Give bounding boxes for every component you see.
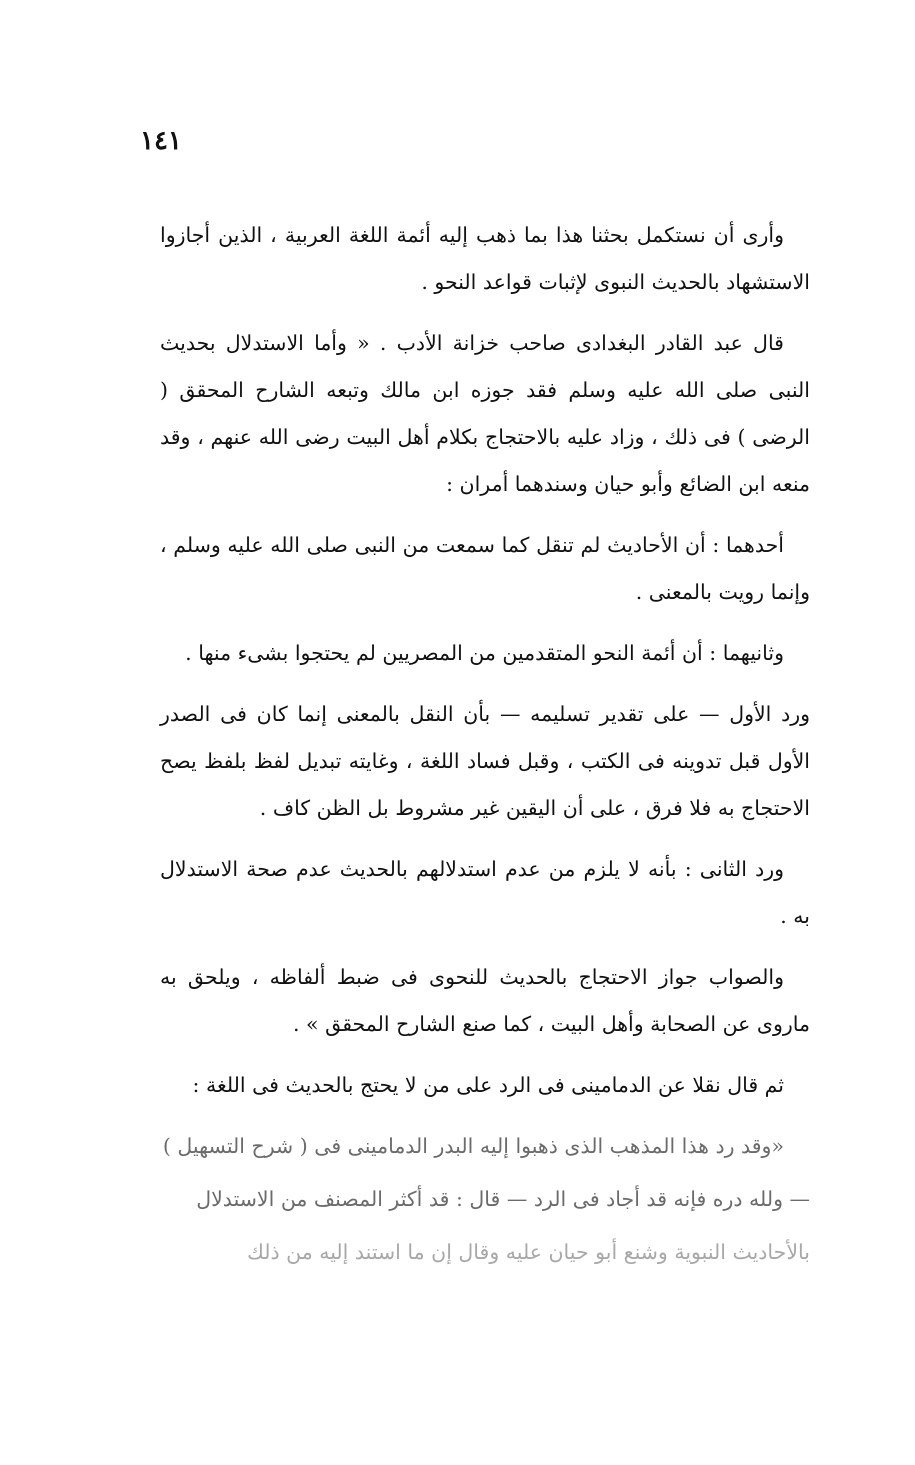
faded-line-2: — ولله دره فإنه قد أجاد فى الرد — قال : قد أكثر المصنف من الاستدلال: [196, 1187, 810, 1211]
paragraph-2: قال عبد القادر البغدادى صاحب خزانة الأدب . « وأما الاستدلال بحديث النبى صلى الله عليه وسلم فقد جوزه ابن مالك وتبعه الشارح المحقق ( الرضى ) فى ذلك ، وزاد عليه بالاحتجاج بكلام أهل البيت رضى الله عنهم ، وقد منعه ابن الضائع وأبو حيان وسندهما أمران :: [160, 331, 810, 496]
paragraph-8: ثم قال نقلا عن الدمامينى فى الرد على من لا يحتج بالحديث فى اللغة :: [192, 1073, 784, 1097]
paragraph-6: ورد الثانى : بأنه لا يلزم من عدم استدلالهم بالحديث عدم صحة الاستدلال به .: [160, 857, 810, 928]
paragraph-3: أحدهما : أن الأحاديث لم تنقل كما سمعت من النبى صلى الله عليه وسلم ، وإنما رويت بالمعنى .: [160, 533, 810, 604]
paragraph-1: وأرى أن نستكمل بحثنا هذا بما ذهب إليه أئمة اللغة العربية ، الذين أجازوا الاستشهاد بالحديث النبوى لإثبات قواعد النحو .: [160, 223, 810, 294]
page-number: ١٤١: [140, 126, 182, 156]
faded-line-1: «وقد رد هذا المذهب الذى ذهبوا إليه البدر الدمامينى فى ( شرح التسهيل ): [162, 1134, 784, 1158]
paragraph-7: والصواب جواز الاحتجاج بالحديث للنحوى فى ضبط ألفاظه ، ويلحق به ماروى عن الصحابة وأهل البيت ، كما صنع الشارح المحقق » .: [160, 965, 810, 1036]
paragraph-4: وثانيهما : أن أئمة النحو المتقدمين من المصريين لم يحتجوا بشىء منها .: [185, 641, 784, 665]
paragraph-5: ورد الأول — على تقدير تسليمه — بأن النقل بالمعنى إنما كان فى الصدر الأول قبل تدوينه فى الكتب ، وقبل فساد اللغة ، وغايته تبديل لفظ بلفظ يصح الاحتجاج به فلا فرق ، على أن اليقين غير مشروط بل الظن كاف .: [160, 702, 810, 820]
body-text: [160, 212, 810, 1276]
very-faded-line: بالأحاديث النبوية وشنع أبو حيان عليه وقال إن ما استند إليه من ذلك: [246, 1240, 810, 1264]
